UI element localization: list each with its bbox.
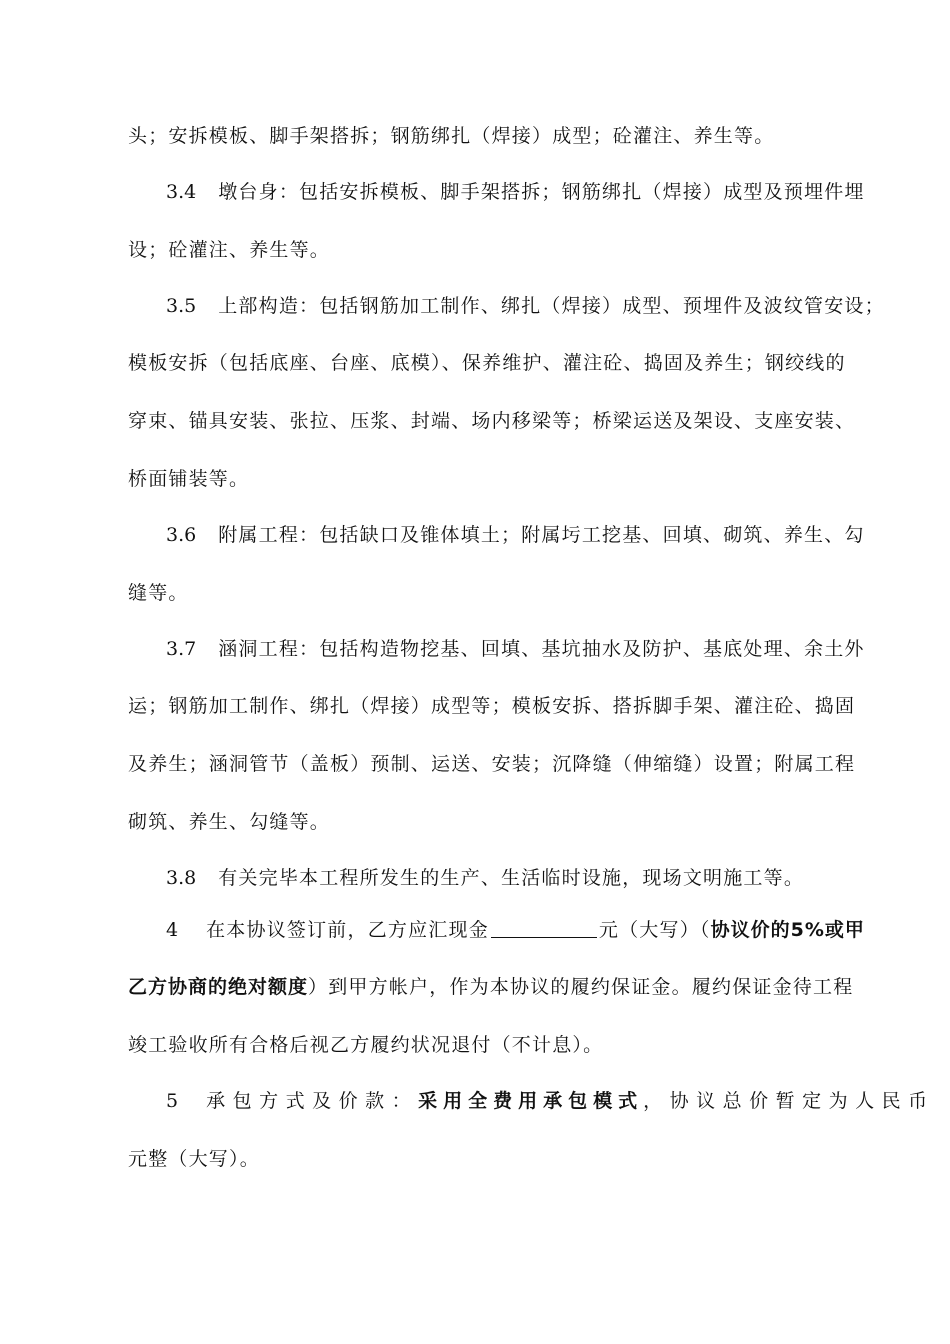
clause-number: 3.6 [166,524,197,546]
clause-3-6: 3.6 附属工程：包括缺口及锥体填土；附属圬工挖基、回填、砌筑、养生、勾 [166,524,865,546]
clause-3-8: 3.8 有关完毕本工程所发生的生产、生活临时设施，现场文明施工等。 [166,867,805,889]
text-line: 缝等。 [128,582,189,604]
clause-number: 4 [166,919,179,941]
text-line: 竣工验收所有合格后视乙方履约状况退付（不计息）。 [128,1034,604,1056]
text-line: 头；安拆模板、脚手架搭拆；钢筋绑扎（焊接）成型；砼灌注、养生等。 [128,125,775,147]
clause-number: 5 [166,1090,179,1112]
bold-text: 乙方协商的绝对额度 [128,976,309,998]
bold-text: 协议价的5%或甲 [710,919,865,941]
text-line: 砌筑、养生、勾缝等。 [128,811,331,833]
clause-3-5: 3.5 上部构造：包括钢筋加工制作、绑扎（焊接）成型、预埋件及波纹管安设； [166,295,885,317]
clause-number: 3.5 [166,295,197,317]
text-line: 设；砼灌注、养生等。 [128,239,331,261]
clause-3-4: 3.4 墩台身：包括安拆模板、脚手架搭拆；钢筋绑扎（焊接）成型及预埋件埋 [166,181,865,203]
clause-number: 3.8 [166,867,197,889]
amount-blank-line [491,919,597,938]
text-line: 桥面铺装等。 [128,468,250,490]
text-line: 运；钢筋加工制作、绑扎（焊接）成型等；模板安拆、搭拆脚手架、灌注砼、捣固 [128,695,856,717]
text-line: 元整（大写）。 [128,1148,260,1170]
bold-text: 采用全费用承包模式 [418,1090,644,1112]
text-line: 穿束、锚具安装、张拉、压浆、封端、场内移梁等；桥梁运送及架设、支座安装、 [128,410,856,432]
clause-3-7: 3.7 涵洞工程：包括构造物挖基、回填、基坑抽水及防护、基底处理、余土外 [166,638,865,660]
clause-number: 3.4 [166,181,197,203]
text-line: 乙方协商的绝对额度）到甲方帐户，作为本协议的履约保证金。履约保证金待工程 [128,976,854,998]
clause-number: 3.7 [166,638,197,660]
clause-4: 4 在本协议签订前，乙方应汇现金 元（大写）（协议价的5%或甲 [166,919,865,941]
clause-5: 5 承包方式及价款：采用全费用承包模式，协议总价暂定为人民币 [166,1090,935,1112]
text-line: 模板安拆（包括底座、台座、底模）、保养维护、灌注砼、捣固及养生；钢绞线的 [128,352,846,374]
text-line: 及养生；涵洞管节（盖板）预制、运送、安装；沉降缝（伸缩缝）设置；附属工程 [128,753,856,775]
